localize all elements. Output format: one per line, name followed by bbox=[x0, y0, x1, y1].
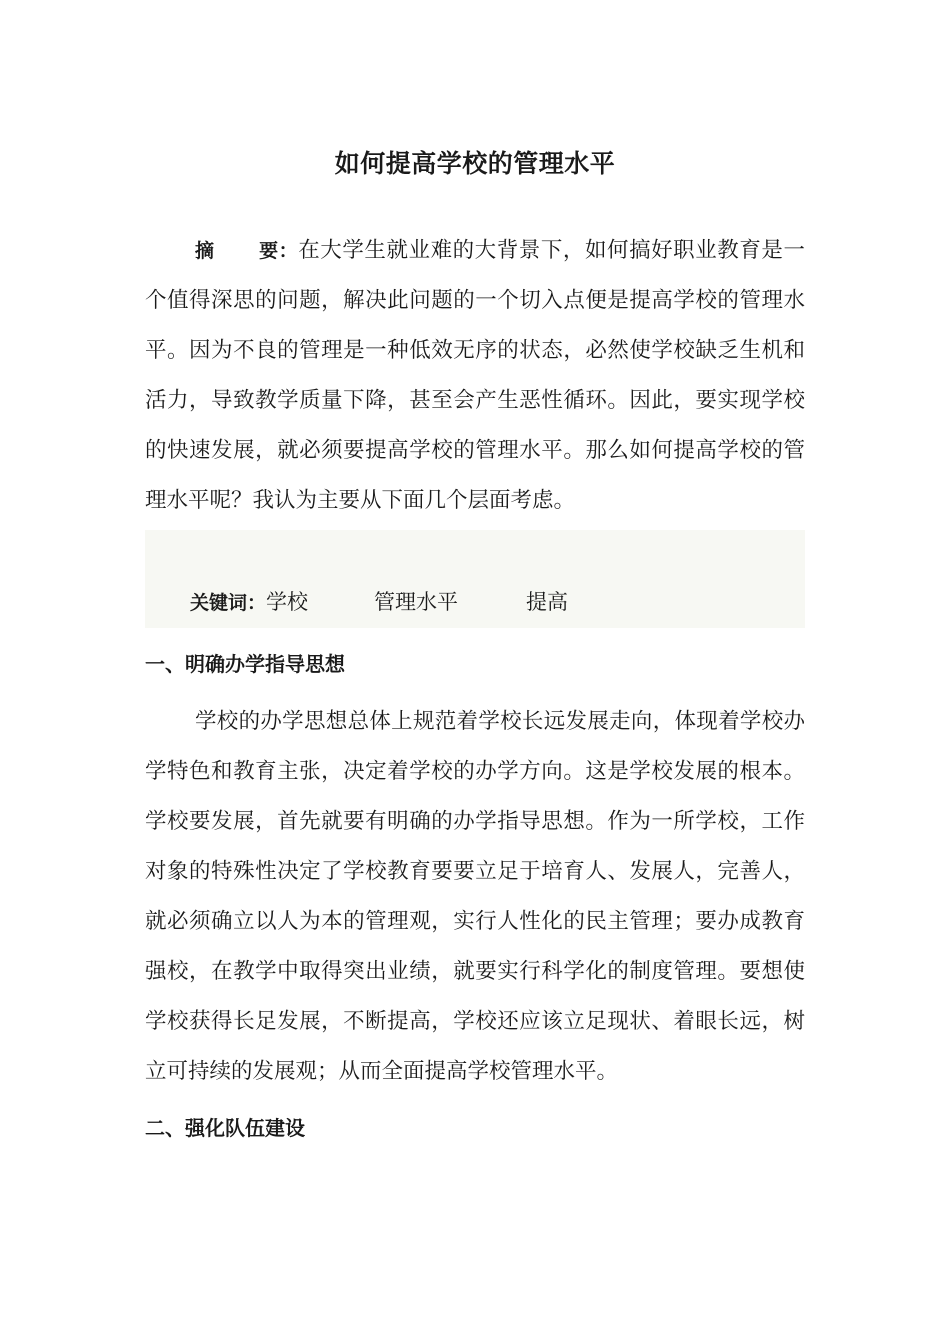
keywords-line bbox=[190, 588, 568, 617]
document-title: 如何提高学校的管理水平 bbox=[334, 149, 616, 178]
abstract-paragraph bbox=[145, 226, 805, 526]
abstract-label-char1: 摘 bbox=[195, 240, 215, 262]
section-heading-2: 二、强化队伍建设 bbox=[145, 1116, 305, 1140]
keyword-item: 学校 bbox=[266, 590, 309, 614]
keywords-box bbox=[145, 530, 805, 628]
section-1-paragraph: 学校的办学思想总体上规范着学校长远发展走向，体现着学校办学特色和教育主张，决定着学校的办学方向。这是学校发展的根本。学校要发展，首先就要有明确的办学指导思想。作为一所学校，工作对象的特殊性决定了学校教育要要立足于培育人、发展人，完善人，就必须确立以人为本的管理观，实行人性化的民主管理；要办成教育强校，在教学中取得突出业绩，就要实行科学化的制度管理。要想使学校获得长足发展，不断提高，学校还应该立足现状、着眼长远，树立可持续的发展观；从而全面提高学校管理水平。 bbox=[145, 709, 805, 1084]
abstract-text: 在大学生就业难的大背景下，如何搞好职业教育是一个值得深思的问题，解决此问题的一个切入点便是提高学校的管理水平。因为不良的管理是一种低效无序的状态，必然使学校缺乏生机和活力，导致教学质量下降，甚至会产生恶性循环。因此，要实现学校的快速发展，就必须要提高学校的管理水平。那么如何提高学校的管理水平呢？我认为主要从下面几个层面考虑。 bbox=[145, 238, 805, 513]
abstract-label-char2: 要： bbox=[258, 240, 299, 262]
abstract-label bbox=[195, 240, 298, 262]
keyword-item: 提高 bbox=[526, 590, 569, 614]
keyword-item: 管理水平 bbox=[374, 590, 459, 614]
section-heading-1: 一、明确办学指导思想 bbox=[145, 652, 345, 676]
keywords-label: 关键词： bbox=[190, 592, 267, 614]
